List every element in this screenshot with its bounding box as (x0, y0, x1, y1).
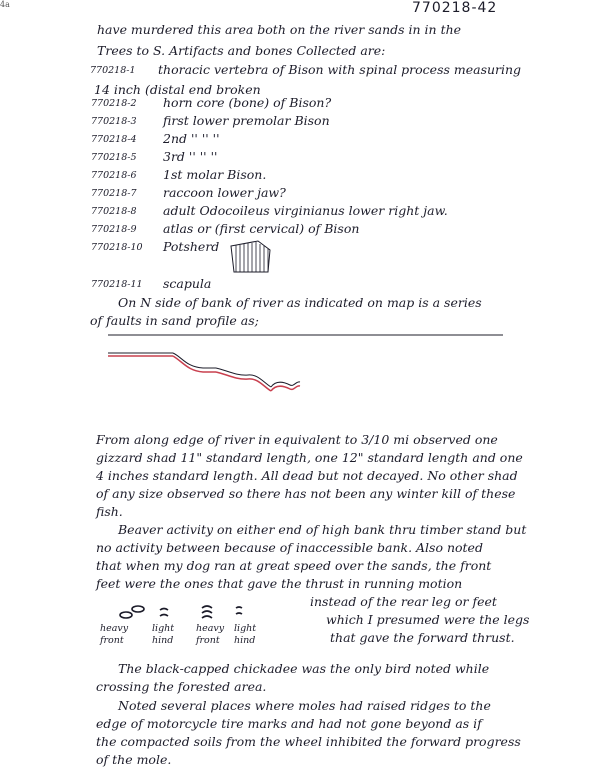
catalog-desc: 3rd '' '' '' (163, 149, 218, 164)
catalog-desc: adult Odocoileus virginianus lower right jaw. (163, 203, 448, 218)
catalog-number: 770218-6 (91, 170, 137, 181)
catalog-number: 770218-8 (91, 206, 137, 217)
beaver-cont-line: which I presumed were the legs (326, 612, 530, 627)
gizzard-line: 4 inches standard length. All dead but not decayed. No other shad (96, 468, 518, 483)
catalog-desc: horn core (bone) of Bison? (163, 95, 332, 110)
catalog-desc: Potsherd (163, 239, 220, 254)
gizzard-line: From along edge of river in equivalent to 3/10 mi observed one (96, 432, 498, 447)
gizzard-line: of any size observed so there has not been any winter kill of these (96, 486, 516, 501)
catalog-desc: thoracic vertebra of Bison with spinal process measuring (158, 62, 522, 77)
beaver-cont-line: instead of the rear leg or feet (310, 594, 497, 609)
catalog-number: 770218-9 (91, 224, 137, 235)
chickadee-line: The black-capped chickadee was the only bird noted while (118, 661, 490, 676)
faults-line: of faults in sand profile as; (90, 313, 259, 328)
faults-line: On N side of bank of river as indicated on map is a series (118, 295, 482, 310)
fault-profile-sketch (108, 330, 508, 400)
corner-mark: 4a (0, 0, 10, 9)
intro-line: Trees to S. Artifacts and bones Collected are: (97, 43, 386, 58)
track-label: front (100, 635, 124, 646)
track-sketch-icon (110, 600, 280, 622)
beaver-line: feet were the ones that gave the thrust in running motion (96, 576, 463, 591)
track-label: front (196, 635, 220, 646)
catalog-desc: 14 inch (distal end broken (94, 82, 261, 97)
catalog-number: 770218-4 (91, 134, 137, 145)
catalog-desc: raccoon lower jaw? (163, 185, 286, 200)
catalog-number: 770218-1 (90, 65, 136, 76)
potsherd-sketch (228, 238, 274, 276)
beaver-line: that when my dog ran at great speed over the sands, the front (96, 558, 492, 573)
beaver-line: no activity between because of inaccessible bank. Also noted (96, 540, 483, 555)
track-label: light (152, 623, 175, 634)
catalog-desc: atlas or (first cervical) of Bison (163, 221, 360, 236)
moles-line: of the mole. (96, 752, 172, 767)
track-label: hind (234, 635, 256, 646)
catalog-desc: 2nd '' '' '' (163, 131, 220, 146)
beaver-line: Beaver activity on either end of high bank thru timber stand but (118, 522, 527, 537)
catalog-number: 770218-3 (91, 116, 137, 127)
gizzard-line: fish. (96, 504, 123, 519)
track-label: light (234, 623, 257, 634)
beaver-cont-line: that gave the forward thrust. (330, 630, 515, 645)
catalog-desc: first lower premolar Bison (163, 113, 330, 128)
catalog-number: 770218-2 (91, 98, 137, 109)
chickadee-line: crossing the forested area. (96, 679, 267, 694)
track-label: hind (152, 635, 174, 646)
catalog-number: 770218-10 (91, 242, 143, 253)
track-label: heavy (100, 623, 129, 634)
catalog-desc: 1st molar Bison. (163, 167, 267, 182)
page-number: 770218-42 (412, 0, 498, 16)
catalog-number: 770218-11 (91, 279, 143, 290)
catalog-number: 770218-5 (91, 152, 137, 163)
moles-line: edge of motorcycle tire marks and had not gone beyond as if (96, 716, 482, 731)
catalog-number: 770218-7 (91, 188, 137, 199)
moles-line: Noted several places where moles had raised ridges to the (118, 698, 491, 713)
intro-line: have murdered this area both on the river sands in in the (97, 22, 462, 37)
track-label: heavy (196, 623, 225, 634)
catalog-desc: scapula (163, 276, 212, 291)
gizzard-line: gizzard shad 11" standard length, one 12" standard length and one (96, 450, 523, 465)
moles-line: the compacted soils from the wheel inhibited the forward progress (96, 734, 521, 749)
